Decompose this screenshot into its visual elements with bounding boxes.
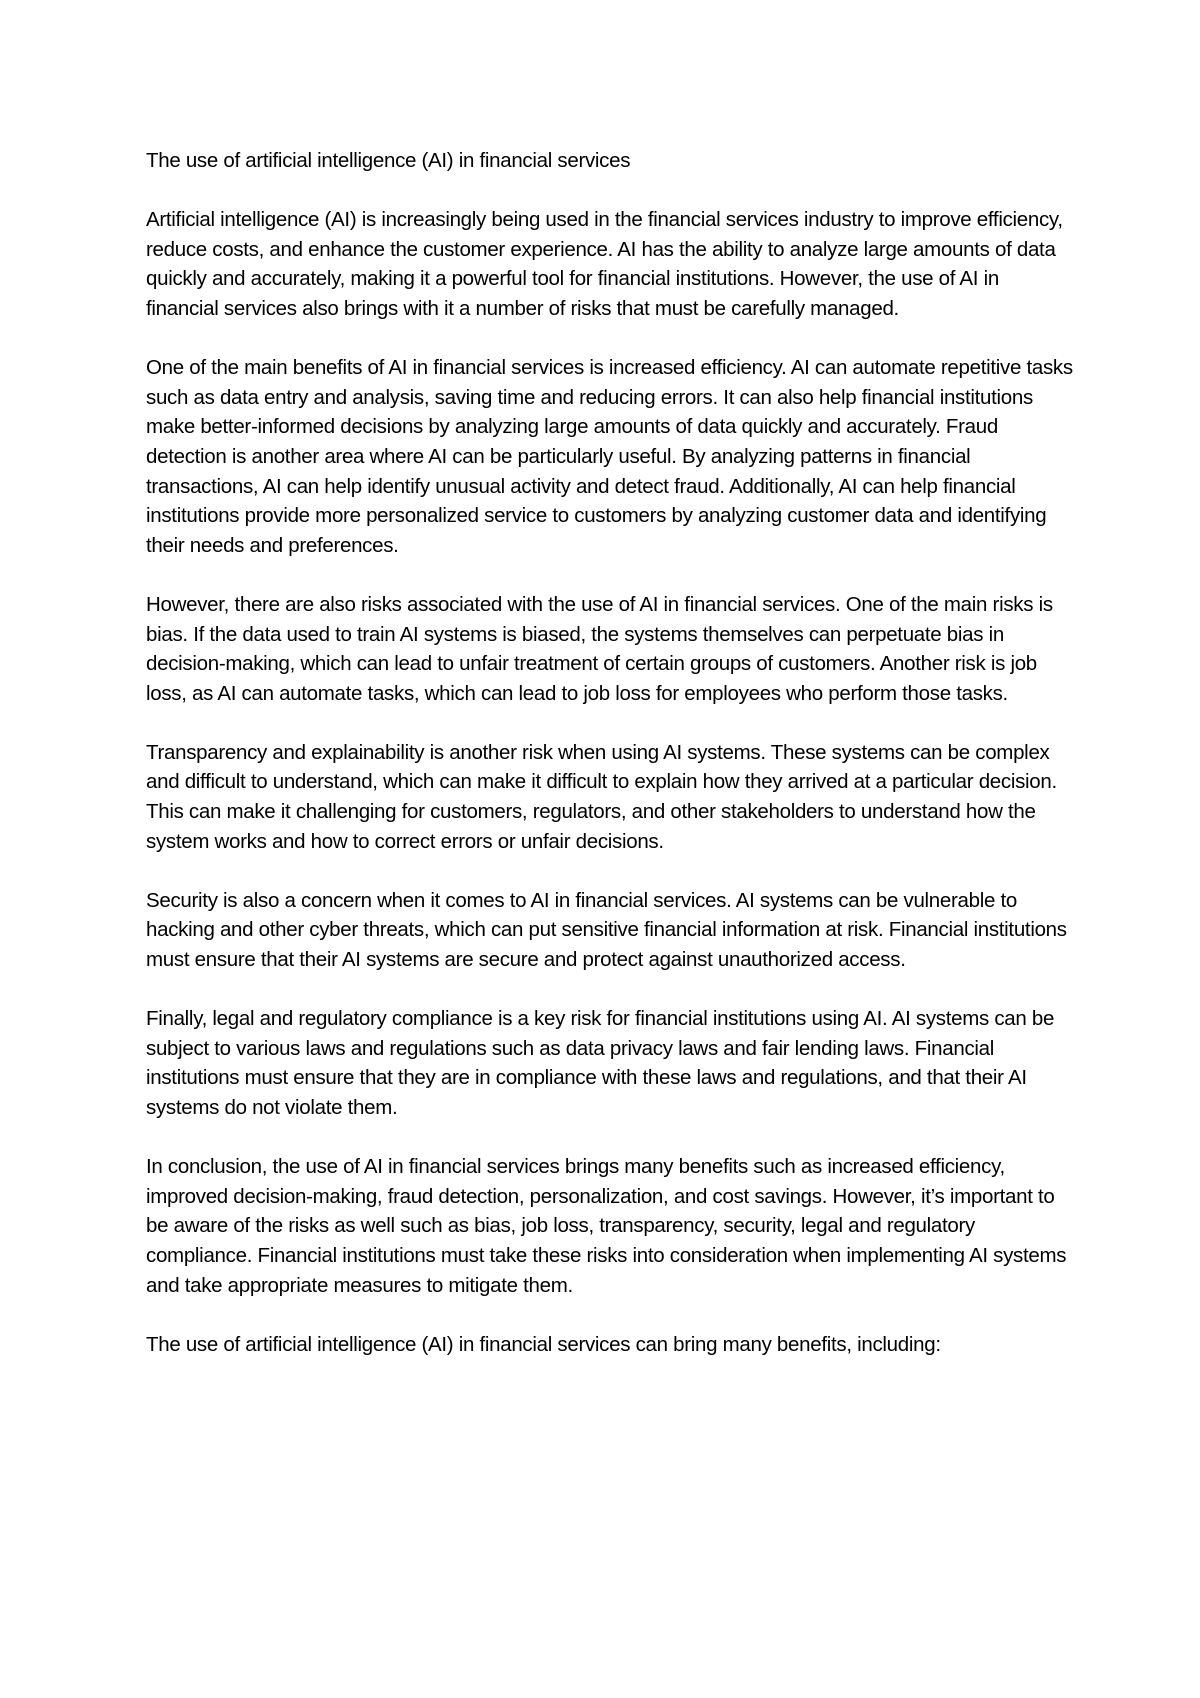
paragraph-conclusion: In conclusion, the use of AI in financial services brings many benefits such as increased efficiency, improved decision-making, fraud detection, personalization, and cost savings. However, it’s important to be aware of the risks as well such as bias, job loss, transparency, security, legal and regulatory compliance. Financial institutions must take these risks into consideration when implementing AI systems and take appropriate measures to mitigate them. xyxy=(146,1155,1067,1297)
document-title: The use of artificial intelligence (AI) in financial services xyxy=(146,149,631,172)
paragraph-compliance: Finally, legal and regulatory compliance is a key risk for financial institutions using AI. AI systems can be subject to various laws and regulations such as data privacy laws and fair lending laws. Financial institutions must ensure that they are in compliance with these laws and regulations, and that their AI systems do not violate them. xyxy=(146,1007,1055,1119)
paragraph-benefits: One of the main benefits of AI in financial services is increased efficiency. AI can automate repetitive tasks such as data entry and analysis, saving time and reducing errors. It can also help financial institutions make better-informed decisions by analyzing large amounts of data quickly and accurately. Fraud detection is another area where AI can be particularly useful. By analyzing patterns in financial transactions, AI can help identify unusual activity and detect fraud. Additionally, AI can help financial institutions provide more personalized service to customers by analyzing customer data and identifying their needs and preferences. xyxy=(146,356,1073,557)
paragraph-risks-bias-job-loss: However, there are also risks associated with the use of AI in financial services. One of the main risks is bias. If the data used to train AI systems is biased, the systems themselves can perpetuate bias in decision-making, which can lead to unfair treatment of certain groups of customers. Another risk is job loss, as AI can automate tasks, which can lead to job loss for employees who perform those tasks. xyxy=(146,592,1053,705)
paragraph-transparency: Transparency and explainability is another risk when using AI systems. These systems can be complex and difficult to understand, which can make it difficult to explain how they arrived at a particular decision. This can make it challenging for customers, regulators, and other stakeholders to understand how the system works and how to correct errors or unfair decisions. xyxy=(146,740,1057,853)
paragraph-security: Security is also a concern when it comes to AI in financial services. AI systems can be vulnerable to hacking and other cyber threats, which can put sensitive financial information at risk. Financial institutions must ensure that their AI systems are secure and protect against unauthorized access. xyxy=(146,888,1067,972)
paragraph-benefits-intro: The use of artificial intelligence (AI) in financial services can bring many benefits, including: xyxy=(146,1332,941,1356)
document-body xyxy=(146,146,1076,1359)
paragraph-introduction: Artificial intelligence (AI) is increasingly being used in the financial services industry to improve efficiency, reduce costs, and enhance the customer experience. AI has the ability to analyze large amounts of data quickly and accurately, making it a powerful tool for financial institutions. However, the use of AI in financial services also brings with it a number of risks that must be carefully managed. xyxy=(146,208,1063,320)
